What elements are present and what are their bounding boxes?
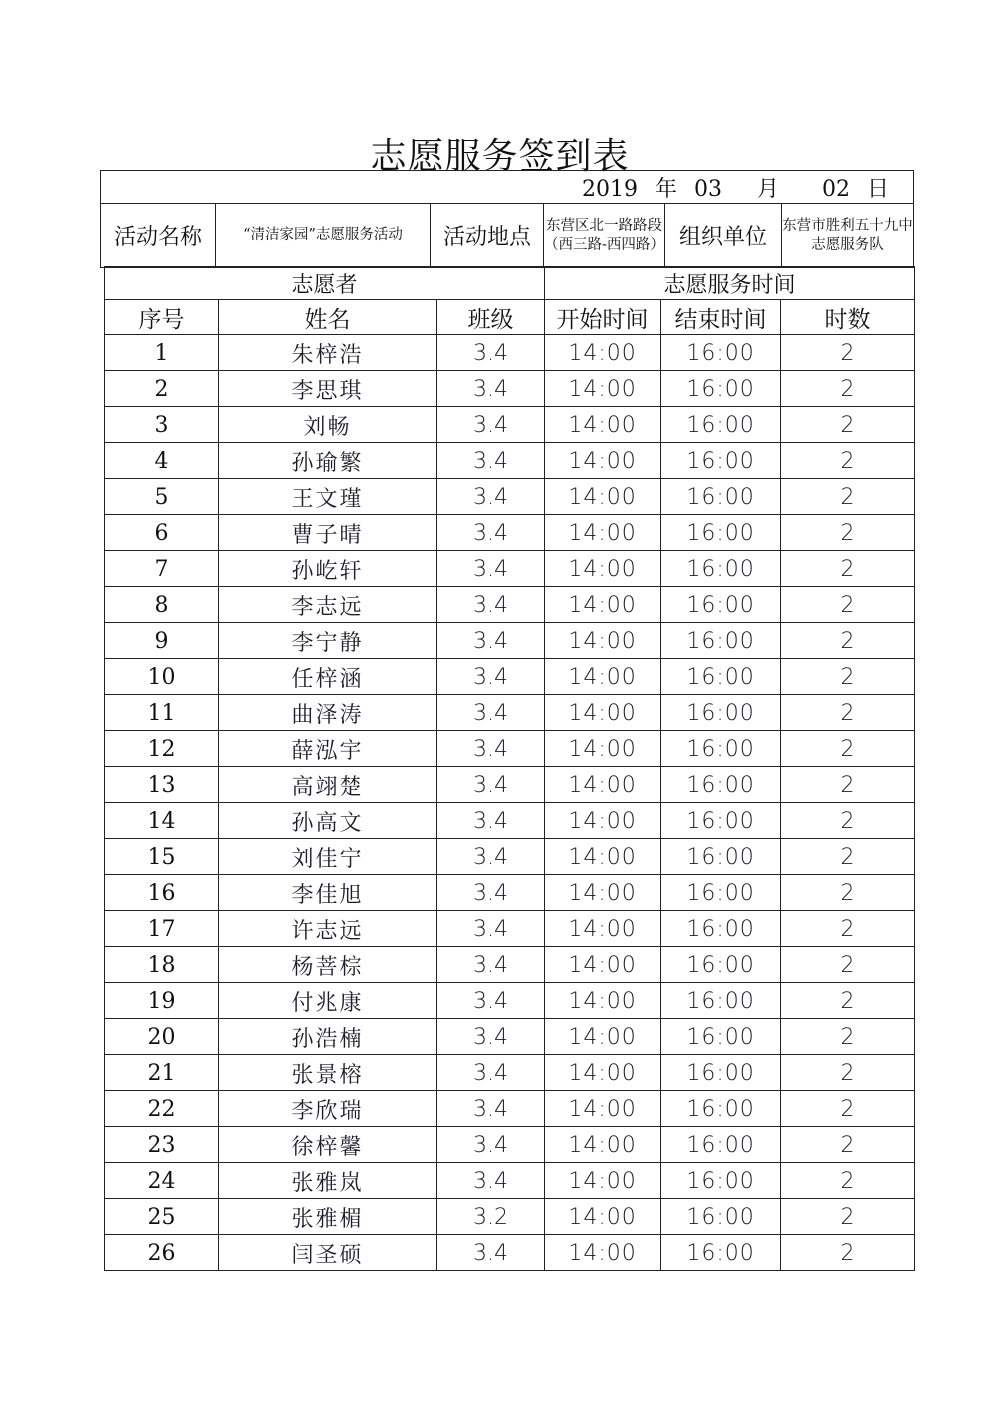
cell-start-time: 14:00 xyxy=(545,983,661,1019)
cell-end-time: 16:00 xyxy=(661,803,781,839)
cell-no: 2 xyxy=(105,371,219,407)
cell-hours: 2 xyxy=(781,1055,915,1091)
cell-class: 3.4 xyxy=(437,947,545,983)
table-row xyxy=(105,1163,915,1199)
organizer-value: 东营市胜利五十九中志愿服务队 xyxy=(782,204,914,268)
cell-no: 11 xyxy=(105,695,219,731)
cell-end-time: 16:00 xyxy=(661,335,781,371)
cell-no: 3 xyxy=(105,407,219,443)
cell-class: 3.4 xyxy=(437,1019,545,1055)
table-row xyxy=(105,947,915,983)
cell-class: 3.4 xyxy=(437,587,545,623)
cell-end-time: 16:00 xyxy=(661,1127,781,1163)
cell-start-time: 14:00 xyxy=(545,767,661,803)
table-row xyxy=(105,911,915,947)
cell-hours: 2 xyxy=(781,551,915,587)
cell-class: 3.4 xyxy=(437,839,545,875)
cell-class: 3.4 xyxy=(437,659,545,695)
cell-hours: 2 xyxy=(781,407,915,443)
table-row xyxy=(105,587,915,623)
table-row xyxy=(105,1019,915,1055)
cell-class: 3.4 xyxy=(437,335,545,371)
cell-no: 18 xyxy=(105,947,219,983)
cell-class: 3.2 xyxy=(437,1199,545,1235)
cell-end-time: 16:00 xyxy=(661,911,781,947)
table-row xyxy=(105,875,915,911)
table-row xyxy=(105,623,915,659)
cell-hours: 2 xyxy=(781,479,915,515)
cell-hours: 2 xyxy=(781,695,915,731)
cell-end-time: 16:00 xyxy=(661,659,781,695)
table-row xyxy=(105,695,915,731)
date-month: 03 xyxy=(693,176,722,202)
cell-class: 3.4 xyxy=(437,875,545,911)
cell-no: 4 xyxy=(105,443,219,479)
cell-no: 15 xyxy=(105,839,219,875)
cell-no: 20 xyxy=(105,1019,219,1055)
cell-name: 曲泽涛 xyxy=(219,695,437,731)
cell-start-time: 14:00 xyxy=(545,1127,661,1163)
table-row xyxy=(105,1127,915,1163)
cell-name: 任梓涵 xyxy=(219,659,437,695)
table-row xyxy=(105,335,915,371)
cell-end-time: 16:00 xyxy=(661,839,781,875)
cell-hours: 2 xyxy=(781,839,915,875)
cell-no: 8 xyxy=(105,587,219,623)
table-row xyxy=(105,479,915,515)
table-row xyxy=(105,767,915,803)
cell-hours: 2 xyxy=(781,443,915,479)
cell-name: 孙浩楠 xyxy=(219,1019,437,1055)
cell-no: 13 xyxy=(105,767,219,803)
cell-end-time: 16:00 xyxy=(661,731,781,767)
cell-no: 19 xyxy=(105,983,219,1019)
cell-name: 李志远 xyxy=(219,587,437,623)
cell-start-time: 14:00 xyxy=(545,623,661,659)
cell-name: 许志远 xyxy=(219,911,437,947)
date-year-unit: 年 xyxy=(654,176,677,202)
table-row xyxy=(105,1091,915,1127)
table-row xyxy=(105,371,915,407)
cell-hours: 2 xyxy=(781,371,915,407)
cell-class: 3.4 xyxy=(437,371,545,407)
cell-start-time: 14:00 xyxy=(545,1055,661,1091)
cell-name: 闫圣硕 xyxy=(219,1235,437,1271)
cell-hours: 2 xyxy=(781,1091,915,1127)
cell-end-time: 16:00 xyxy=(661,587,781,623)
cell-class: 3.4 xyxy=(437,731,545,767)
date-day: 02 xyxy=(821,176,850,202)
cell-start-time: 14:00 xyxy=(545,551,661,587)
organizer-label: 组织单位 xyxy=(665,204,782,268)
cell-class: 3.4 xyxy=(437,803,545,839)
cell-start-time: 14:00 xyxy=(545,1091,661,1127)
cell-end-time: 16:00 xyxy=(661,767,781,803)
cell-end-time: 16:00 xyxy=(661,947,781,983)
cell-name: 徐梓馨 xyxy=(219,1127,437,1163)
cell-name: 李宁静 xyxy=(219,623,437,659)
cell-name: 曹子晴 xyxy=(219,515,437,551)
col-header-hours: 时数 xyxy=(781,300,915,335)
cell-name: 孙屹轩 xyxy=(219,551,437,587)
cell-no: 7 xyxy=(105,551,219,587)
cell-start-time: 14:00 xyxy=(545,695,661,731)
cell-name: 张雅岚 xyxy=(219,1163,437,1199)
table-body xyxy=(105,335,915,1271)
cell-class: 3.4 xyxy=(437,1055,545,1091)
cell-no: 9 xyxy=(105,623,219,659)
cell-class: 3.4 xyxy=(437,911,545,947)
table-row xyxy=(105,803,915,839)
cell-class: 3.4 xyxy=(437,551,545,587)
table-row xyxy=(105,731,915,767)
cell-end-time: 16:00 xyxy=(661,875,781,911)
date-cell xyxy=(101,171,914,204)
cell-end-time: 16:00 xyxy=(661,1235,781,1271)
cell-name: 孙高文 xyxy=(219,803,437,839)
table-row xyxy=(105,407,915,443)
date-month-unit: 月 xyxy=(756,176,779,202)
cell-start-time: 14:00 xyxy=(545,947,661,983)
cell-hours: 2 xyxy=(781,515,915,551)
table-row xyxy=(105,443,915,479)
cell-end-time: 16:00 xyxy=(661,623,781,659)
cell-no: 25 xyxy=(105,1199,219,1235)
activity-place-label: 活动地点 xyxy=(431,204,544,268)
col-header-class: 班级 xyxy=(437,300,545,335)
sheet-title: 志愿服务签到表 xyxy=(370,136,630,177)
cell-no: 1 xyxy=(105,335,219,371)
cell-hours: 2 xyxy=(781,767,915,803)
table-row xyxy=(105,983,915,1019)
cell-hours: 2 xyxy=(781,1163,915,1199)
cell-name: 薛泓宇 xyxy=(219,731,437,767)
col-header-name: 姓名 xyxy=(219,300,437,335)
cell-hours: 2 xyxy=(781,1199,915,1235)
cell-start-time: 14:00 xyxy=(545,803,661,839)
cell-no: 10 xyxy=(105,659,219,695)
table-row xyxy=(105,551,915,587)
cell-start-time: 14:00 xyxy=(545,1019,661,1055)
col-header-no: 序号 xyxy=(105,300,219,335)
sign-in-table xyxy=(104,266,915,1271)
cell-start-time: 14:00 xyxy=(545,587,661,623)
cell-hours: 2 xyxy=(781,875,915,911)
cell-name: 刘佳宁 xyxy=(219,839,437,875)
cell-no: 24 xyxy=(105,1163,219,1199)
cell-start-time: 14:00 xyxy=(545,1199,661,1235)
cell-name: 李佳旭 xyxy=(219,875,437,911)
cell-end-time: 16:00 xyxy=(661,1019,781,1055)
cell-hours: 2 xyxy=(781,335,915,371)
date-year: 2019 xyxy=(581,176,638,202)
cell-name: 付兆康 xyxy=(219,983,437,1019)
activity-header-table xyxy=(100,170,914,268)
cell-end-time: 16:00 xyxy=(661,515,781,551)
table-row xyxy=(105,515,915,551)
cell-hours: 2 xyxy=(781,731,915,767)
cell-hours: 2 xyxy=(781,983,915,1019)
cell-class: 3.4 xyxy=(437,407,545,443)
cell-hours: 2 xyxy=(781,911,915,947)
activity-name-value: “清洁家园”志愿服务活动 xyxy=(216,204,431,268)
cell-name: 朱梓浩 xyxy=(219,335,437,371)
activity-place-value: 东营区北一路路段（西三路-西四路） xyxy=(544,204,665,268)
cell-no: 17 xyxy=(105,911,219,947)
cell-end-time: 16:00 xyxy=(661,443,781,479)
cell-name: 张景榕 xyxy=(219,1055,437,1091)
cell-class: 3.4 xyxy=(437,479,545,515)
cell-hours: 2 xyxy=(781,1127,915,1163)
cell-class: 3.4 xyxy=(437,767,545,803)
cell-start-time: 14:00 xyxy=(545,1163,661,1199)
cell-hours: 2 xyxy=(781,623,915,659)
table-row xyxy=(105,1055,915,1091)
cell-start-time: 14:00 xyxy=(545,659,661,695)
cell-class: 3.4 xyxy=(437,623,545,659)
cell-start-time: 14:00 xyxy=(545,371,661,407)
cell-hours: 2 xyxy=(781,659,915,695)
cell-end-time: 16:00 xyxy=(661,983,781,1019)
cell-start-time: 14:00 xyxy=(545,335,661,371)
service-time-group-header: 志愿服务时间 xyxy=(545,267,915,300)
cell-class: 3.4 xyxy=(437,1127,545,1163)
cell-class: 3.4 xyxy=(437,1091,545,1127)
cell-class: 3.4 xyxy=(437,443,545,479)
table-row xyxy=(105,839,915,875)
cell-hours: 2 xyxy=(781,1235,915,1271)
cell-no: 6 xyxy=(105,515,219,551)
cell-end-time: 16:00 xyxy=(661,407,781,443)
cell-class: 3.4 xyxy=(437,983,545,1019)
cell-start-time: 14:00 xyxy=(545,407,661,443)
cell-end-time: 16:00 xyxy=(661,479,781,515)
cell-no: 21 xyxy=(105,1055,219,1091)
cell-hours: 2 xyxy=(781,587,915,623)
cell-hours: 2 xyxy=(781,947,915,983)
cell-name: 张雅楣 xyxy=(219,1199,437,1235)
cell-start-time: 14:00 xyxy=(545,515,661,551)
volunteer-group-header: 志愿者 xyxy=(105,267,545,300)
table-row xyxy=(105,1199,915,1235)
cell-name: 孙瑜繁 xyxy=(219,443,437,479)
cell-no: 5 xyxy=(105,479,219,515)
cell-class: 3.4 xyxy=(437,1235,545,1271)
cell-start-time: 14:00 xyxy=(545,911,661,947)
cell-name: 王文瑾 xyxy=(219,479,437,515)
cell-name: 刘畅 xyxy=(219,407,437,443)
activity-name-label: 活动名称 xyxy=(101,204,216,268)
cell-name: 李思琪 xyxy=(219,371,437,407)
cell-no: 12 xyxy=(105,731,219,767)
cell-no: 26 xyxy=(105,1235,219,1271)
cell-hours: 2 xyxy=(781,1019,915,1055)
cell-start-time: 14:00 xyxy=(545,1235,661,1271)
table-row xyxy=(105,659,915,695)
cell-start-time: 14:00 xyxy=(545,479,661,515)
cell-hours: 2 xyxy=(781,803,915,839)
cell-name: 李欣瑞 xyxy=(219,1091,437,1127)
cell-start-time: 14:00 xyxy=(545,731,661,767)
cell-start-time: 14:00 xyxy=(545,443,661,479)
cell-no: 22 xyxy=(105,1091,219,1127)
cell-end-time: 16:00 xyxy=(661,371,781,407)
cell-class: 3.4 xyxy=(437,1163,545,1199)
cell-no: 16 xyxy=(105,875,219,911)
cell-end-time: 16:00 xyxy=(661,695,781,731)
cell-end-time: 16:00 xyxy=(661,1055,781,1091)
col-header-end: 结束时间 xyxy=(661,300,781,335)
cell-class: 3.4 xyxy=(437,515,545,551)
cell-end-time: 16:00 xyxy=(661,1091,781,1127)
date-day-unit: 日 xyxy=(866,176,889,202)
cell-end-time: 16:00 xyxy=(661,1199,781,1235)
cell-no: 14 xyxy=(105,803,219,839)
cell-no: 23 xyxy=(105,1127,219,1163)
cell-start-time: 14:00 xyxy=(545,875,661,911)
cell-name: 杨菩棕 xyxy=(219,947,437,983)
cell-class: 3.4 xyxy=(437,695,545,731)
col-header-start: 开始时间 xyxy=(545,300,661,335)
table-row xyxy=(105,1235,915,1271)
cell-end-time: 16:00 xyxy=(661,1163,781,1199)
cell-name: 高翊楚 xyxy=(219,767,437,803)
cell-start-time: 14:00 xyxy=(545,839,661,875)
cell-end-time: 16:00 xyxy=(661,551,781,587)
